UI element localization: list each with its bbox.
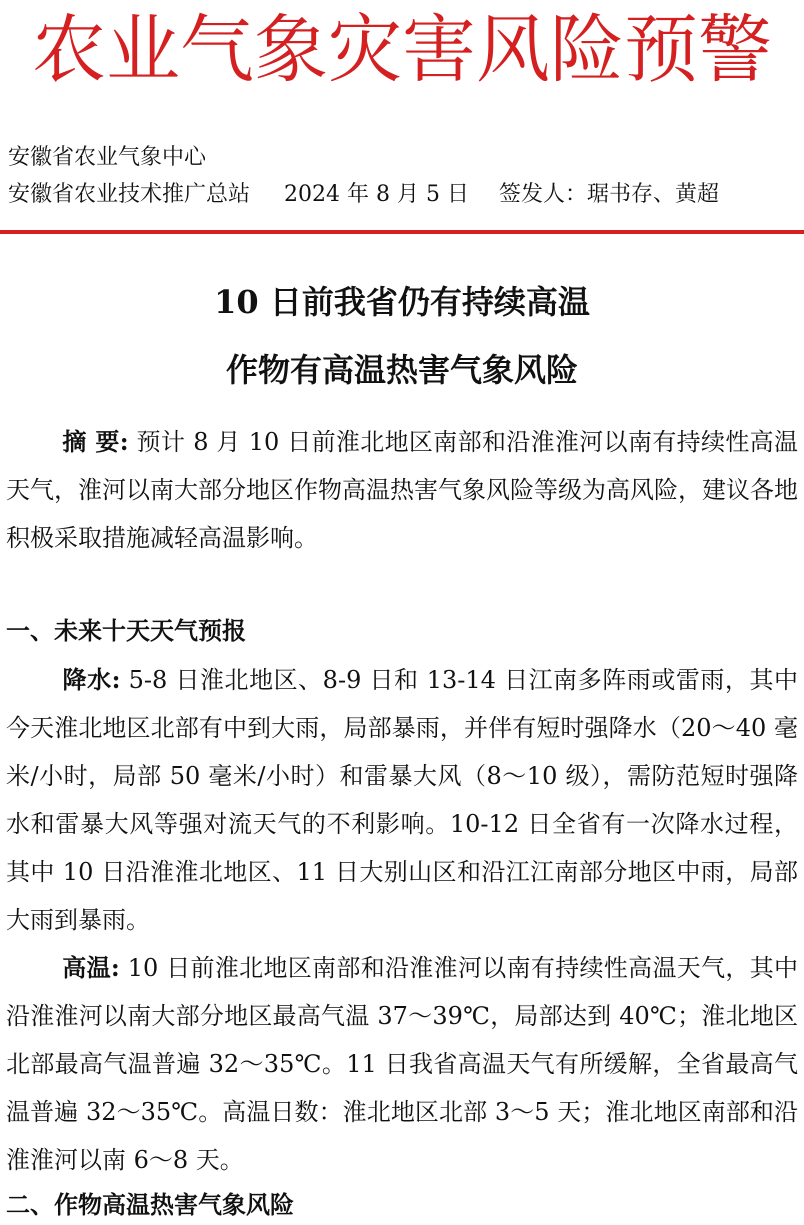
precipitation-paragraph (6, 656, 798, 944)
abstract-text: 预计 8 月 10 日前淮北地区南部和沿淮淮河以南有持续性高温天气，淮河以南大部分地区作物高温热害气象风险等级为高风险，建议各地积极采取措施减轻高温影响。 (6, 428, 799, 552)
abstract-paragraph (6, 418, 798, 562)
abstract-label: 摘 要: (62, 427, 129, 456)
high-temperature-paragraph (6, 944, 798, 1184)
issue-date: 2024 年 8 月 5 日 (284, 182, 469, 207)
masthead-title: 农业气象灾害风险预警 (32, 7, 772, 93)
precipitation-label: 降水: (62, 665, 121, 694)
signer: 签发人：琚书存、黄超 (498, 182, 719, 207)
high-temperature-text: 10 日前淮北地区南部和沿淮淮河以南有持续性高温天气，其中沿淮淮河以南大部分地区最高气温 37～39℃，局部达到 40℃；淮北地区北部最高气温普遍 32～35℃。11 日我省高温天气有所缓解，全省最高气温普遍 32～35℃。高温日数：淮北地区北部 3～5 天；淮北地区南部和沿淮淮河以南 6～8 天。 (6, 954, 799, 1174)
precipitation-text: 5-8 日淮北地区、8-9 日和 13-14 日江南多阵雨或雷雨，其中今天淮北地区北部有中到大雨，局部暴雨，并伴有短时强降水（20～40 毫米/小时，局部 50 毫米/小时）和雷暴大风（8～10 级），需防范短时强降水和雷暴大风等强对流天气的不利影响。10-12 日全省有一次降水过程，其中 10 日沿淮淮北地区、11 日大别山区和沿江江南部分地区中雨，局部大雨到暴雨。 (6, 666, 799, 934)
high-temperature-label: 高温: (62, 953, 120, 982)
issuer-center: 安徽省农业气象中心 (8, 145, 207, 170)
issuer-station: 安徽省农业技术推广总站 (8, 182, 251, 207)
issuer-line (8, 180, 719, 210)
section-heading-forecast: 一、未来十天天气预报 (6, 616, 246, 645)
doc-title-line1: 10 日前我省仍有持续高温 (214, 283, 590, 321)
section-heading-heat-risk: 二、作物高温热害气象风险 (6, 1190, 294, 1219)
doc-title-line2: 作物有高温热害气象风险 (225, 351, 578, 389)
header-divider (0, 230, 804, 234)
